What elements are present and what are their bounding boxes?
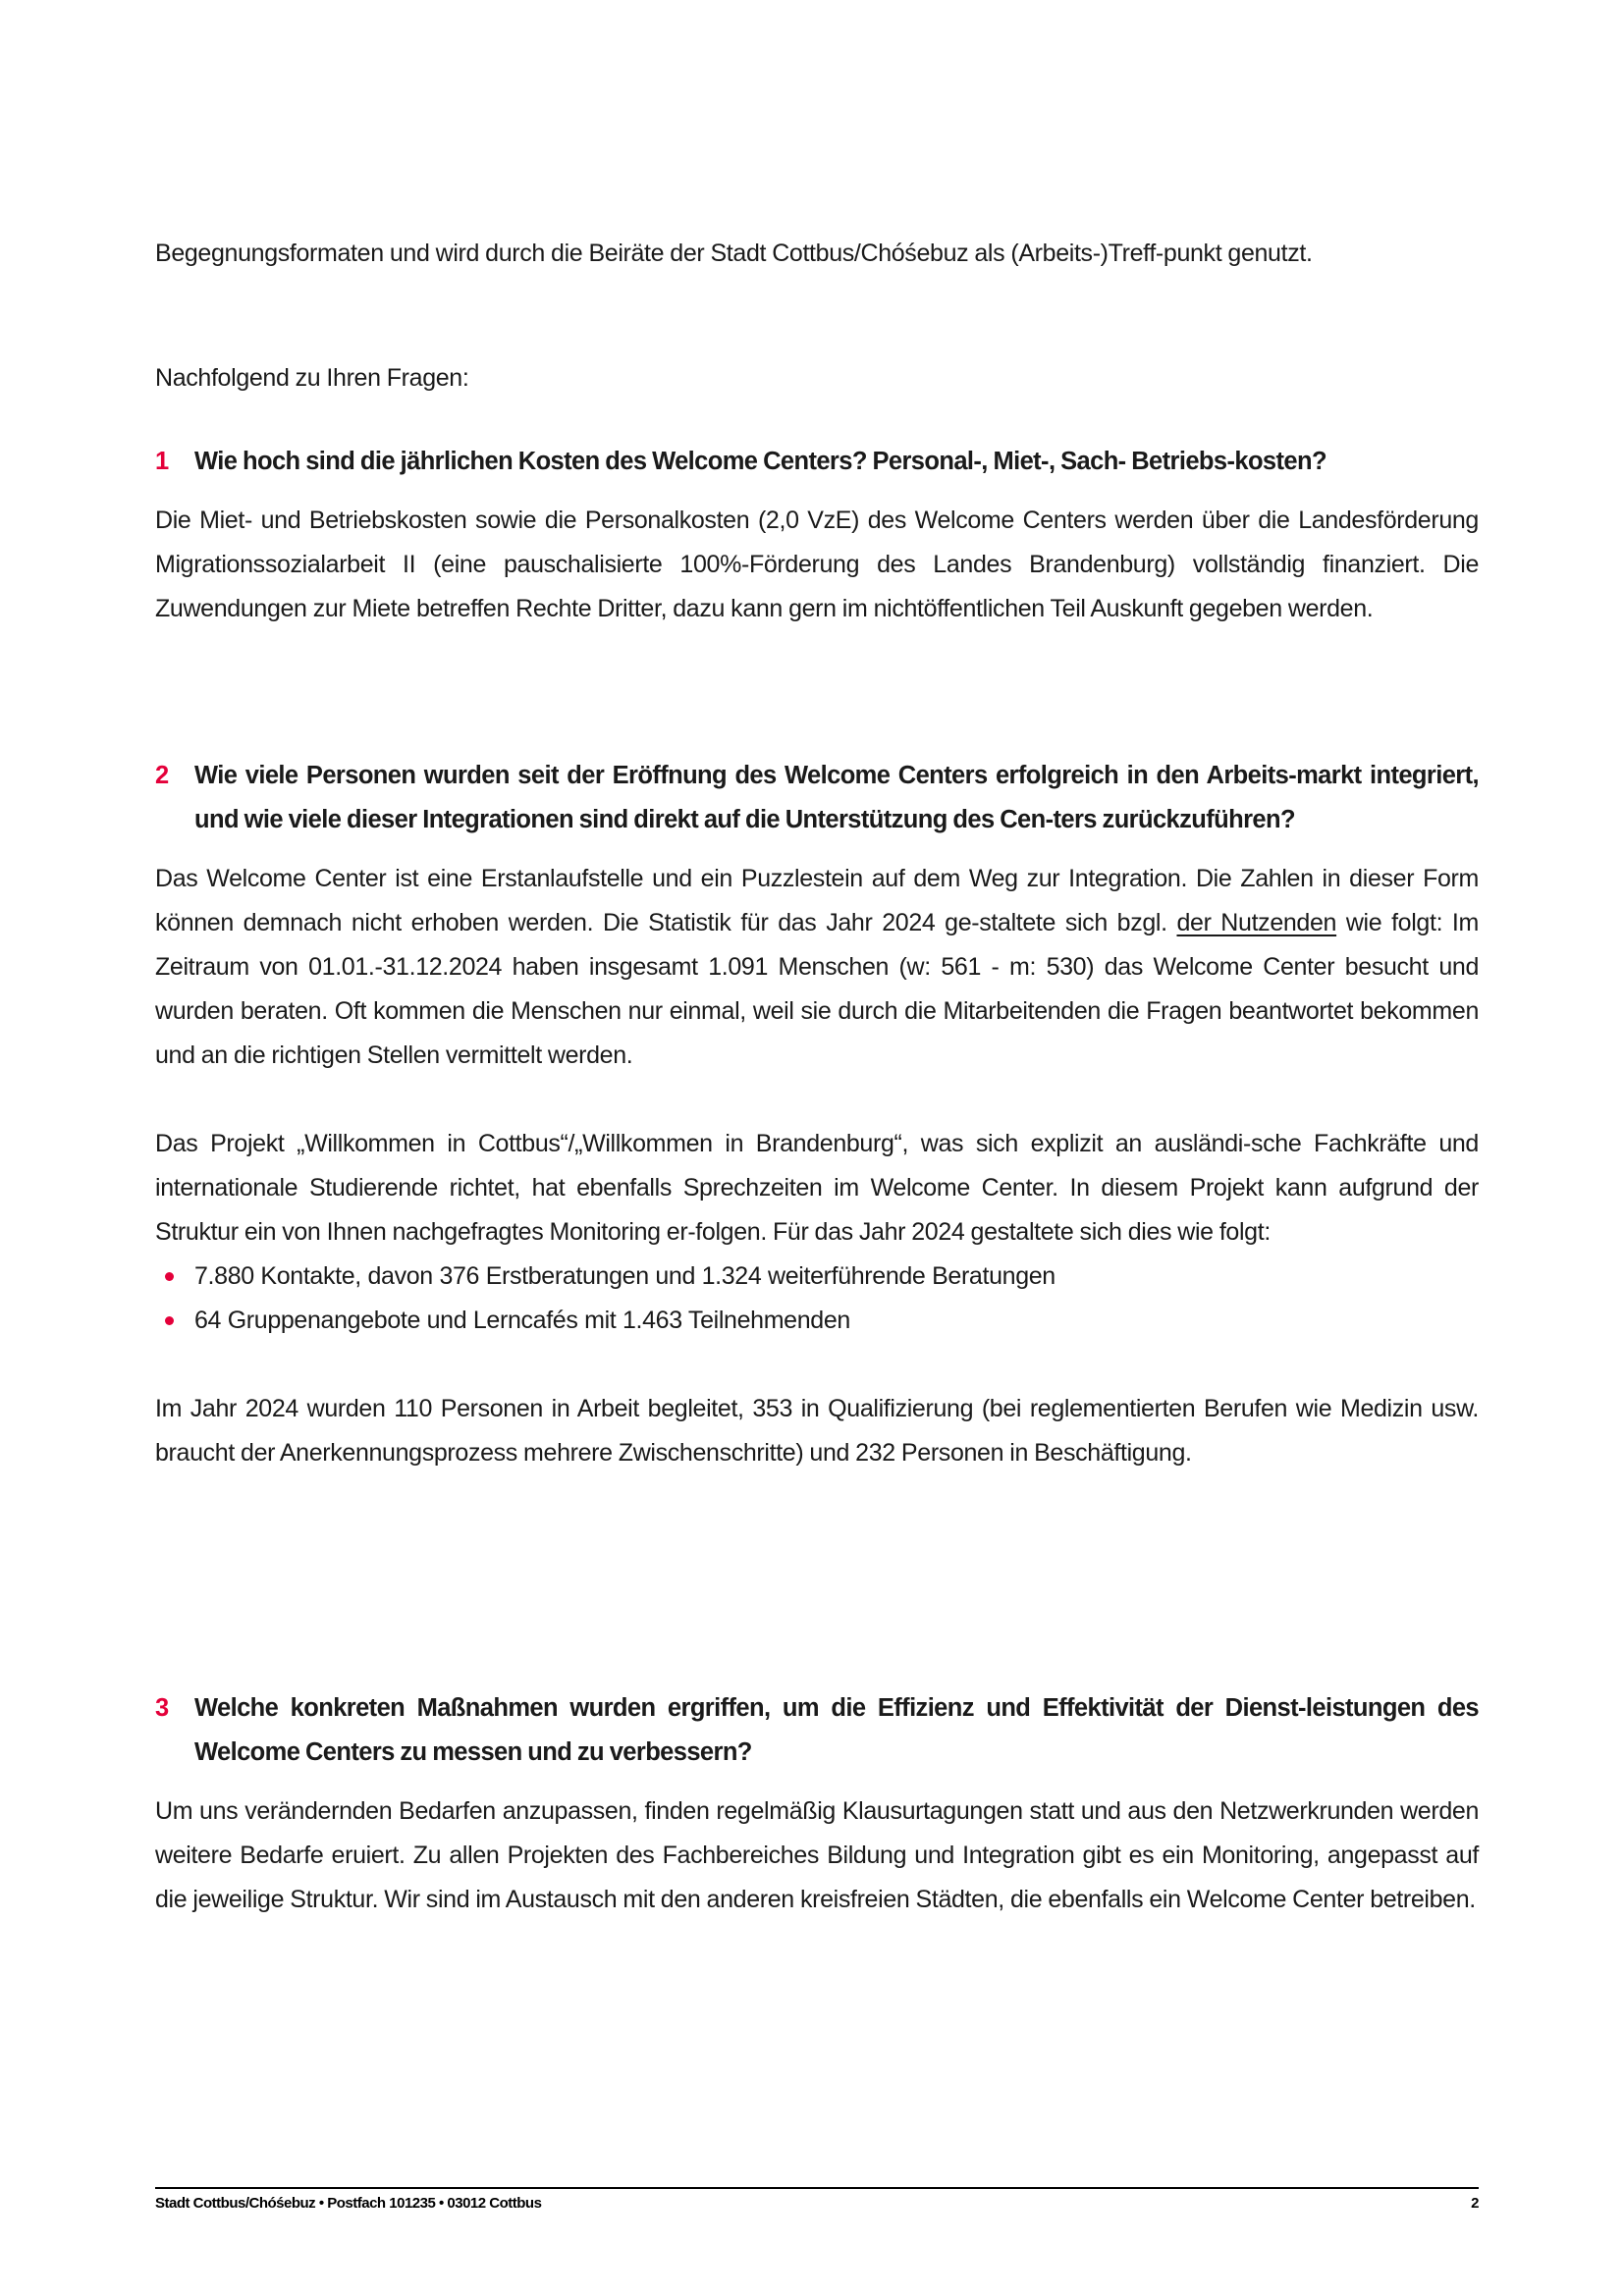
question-number: 2 — [155, 762, 169, 789]
question-1-block — [155, 440, 1479, 631]
footer-divider — [155, 2187, 1479, 2189]
question-2 — [155, 754, 1479, 842]
list-item — [155, 1299, 1479, 1343]
question-text: Welche konkreten Maßnahmen wurden ergriffen, um die Effizienz und Effektivität der Dienst-leistungen des Welcome Centers zu messen und zu verbessern? — [194, 1694, 1479, 1766]
question-2-block — [155, 754, 1479, 1475]
footer-address: Stadt Cottbus/Chóśebuz • Postfach 101235 • 03012 Cottbus — [155, 2195, 542, 2212]
intro-continuation: Begegnungsformaten und wird durch die Beiräte der Stadt Cottbus/Chóśebuz als (Arbeits-)Treff-punkt genutzt. — [155, 240, 1313, 267]
statistics-list — [155, 1255, 1479, 1343]
page-number: 2 — [1471, 2195, 1479, 2212]
bullet-icon — [165, 1272, 174, 1281]
answer-2-part2: wie folgt: Im Zeitraum von 01.01.-31.12.2024 haben insgesamt 1.091 Menschen (w: 561 - m: 530) das Welcome Center besucht und wurden beraten. Oft kommen die Menschen nur einmal, weil sie durch die Mitarbeitenden die Fragen beantwortet bekommen und an die richtigen Stellen vermittelt werden. — [155, 909, 1480, 1069]
list-item — [155, 1255, 1479, 1299]
answer-2-part1: Das Welcome Center ist eine Erstanlaufstelle und ein Puzzlestein auf dem Weg zur Integration. Die Zahlen in dieser Form können demnach nicht erhoben werden. Die Statistik für das Jahr 2024 ge-staltete sich bzgl. — [155, 865, 1479, 936]
closing-paragraph: Im Jahr 2024 wurden 110 Personen in Arbeit begleitet, 353 in Qualifizierung (bei reglementierten Berufen wie Medizin usw. braucht der Anerkennungsprozess mehrere Zwischenschritte) und 232 Personen in Beschäftigung. — [155, 1395, 1479, 1467]
answer-2 — [155, 857, 1479, 1078]
question-3-block — [155, 1686, 1479, 1922]
question-number: 1 — [155, 448, 169, 475]
page-footer — [155, 2195, 1479, 2212]
intro-lead: Nachfolgend zu Ihren Fragen: — [155, 364, 469, 392]
question-text: Wie viele Personen wurden seit der Eröffnung des Welcome Centers erfolgreich in den Arbeits-markt integriert, und wie viele dieser Integrationen sind direkt auf die Unterstützung des Cen-ters zurückzuführen? — [194, 762, 1479, 833]
project-paragraph: Das Projekt „Willkommen in Cottbus“/„Willkommen in Brandenburg“, was sich explizit an ausländi-sche Fachkräfte und internationale Studierende richtet, hat ebenfalls Sprechzeiten im Welcome Center. In diesem Projekt kann aufgrund der Struktur ein von Ihnen nachgefragtes Monitoring er-folgen. Für das Jahr 2024 gestaltete sich dies wie folgt: — [155, 1130, 1479, 1246]
question-3 — [155, 1686, 1479, 1775]
bullet-icon — [165, 1316, 174, 1325]
answer-2-underlined: der Nutzenden — [1176, 909, 1337, 936]
question-1 — [155, 440, 1479, 484]
answer-1: Die Miet- und Betriebskosten sowie die Personalkosten (2,0 VzE) des Welcome Centers werden über die Landesförderung Migrationssozialarbeit II (eine pauschalisierte 100%-Förderung des Landes Brandenburg) vollständig finanziert. Die Zuwendungen zur Miete betreffen Rechte Dritter, dazu kann gern im nichtöffentlichen Teil Auskunft gegeben werden. — [155, 507, 1479, 622]
question-number: 3 — [155, 1694, 169, 1722]
list-item-text: 64 Gruppenangebote und Lerncafés mit 1.463 Teilnehmenden — [194, 1307, 850, 1334]
answer-3: Um uns verändernden Bedarfen anzupassen, finden regelmäßig Klausurtagungen statt und aus den Netzwerkrunden werden weitere Bedarfe eruiert. Zu allen Projekten des Fachbereiches Bildung und Integration gibt es ein Monitoring, angepasst auf die jeweilige Struktur. Wir sind im Austausch mit den anderen kreisfreien Städten, die ebenfalls ein Welcome Center betreiben. — [155, 1797, 1479, 1913]
list-item-text: 7.880 Kontakte, davon 376 Erstberatungen und 1.324 weiterführende Beratungen — [194, 1262, 1056, 1290]
question-text: Wie hoch sind die jährlichen Kosten des Welcome Centers? Personal-, Miet-, Sach- Betriebs-kosten? — [194, 448, 1326, 475]
